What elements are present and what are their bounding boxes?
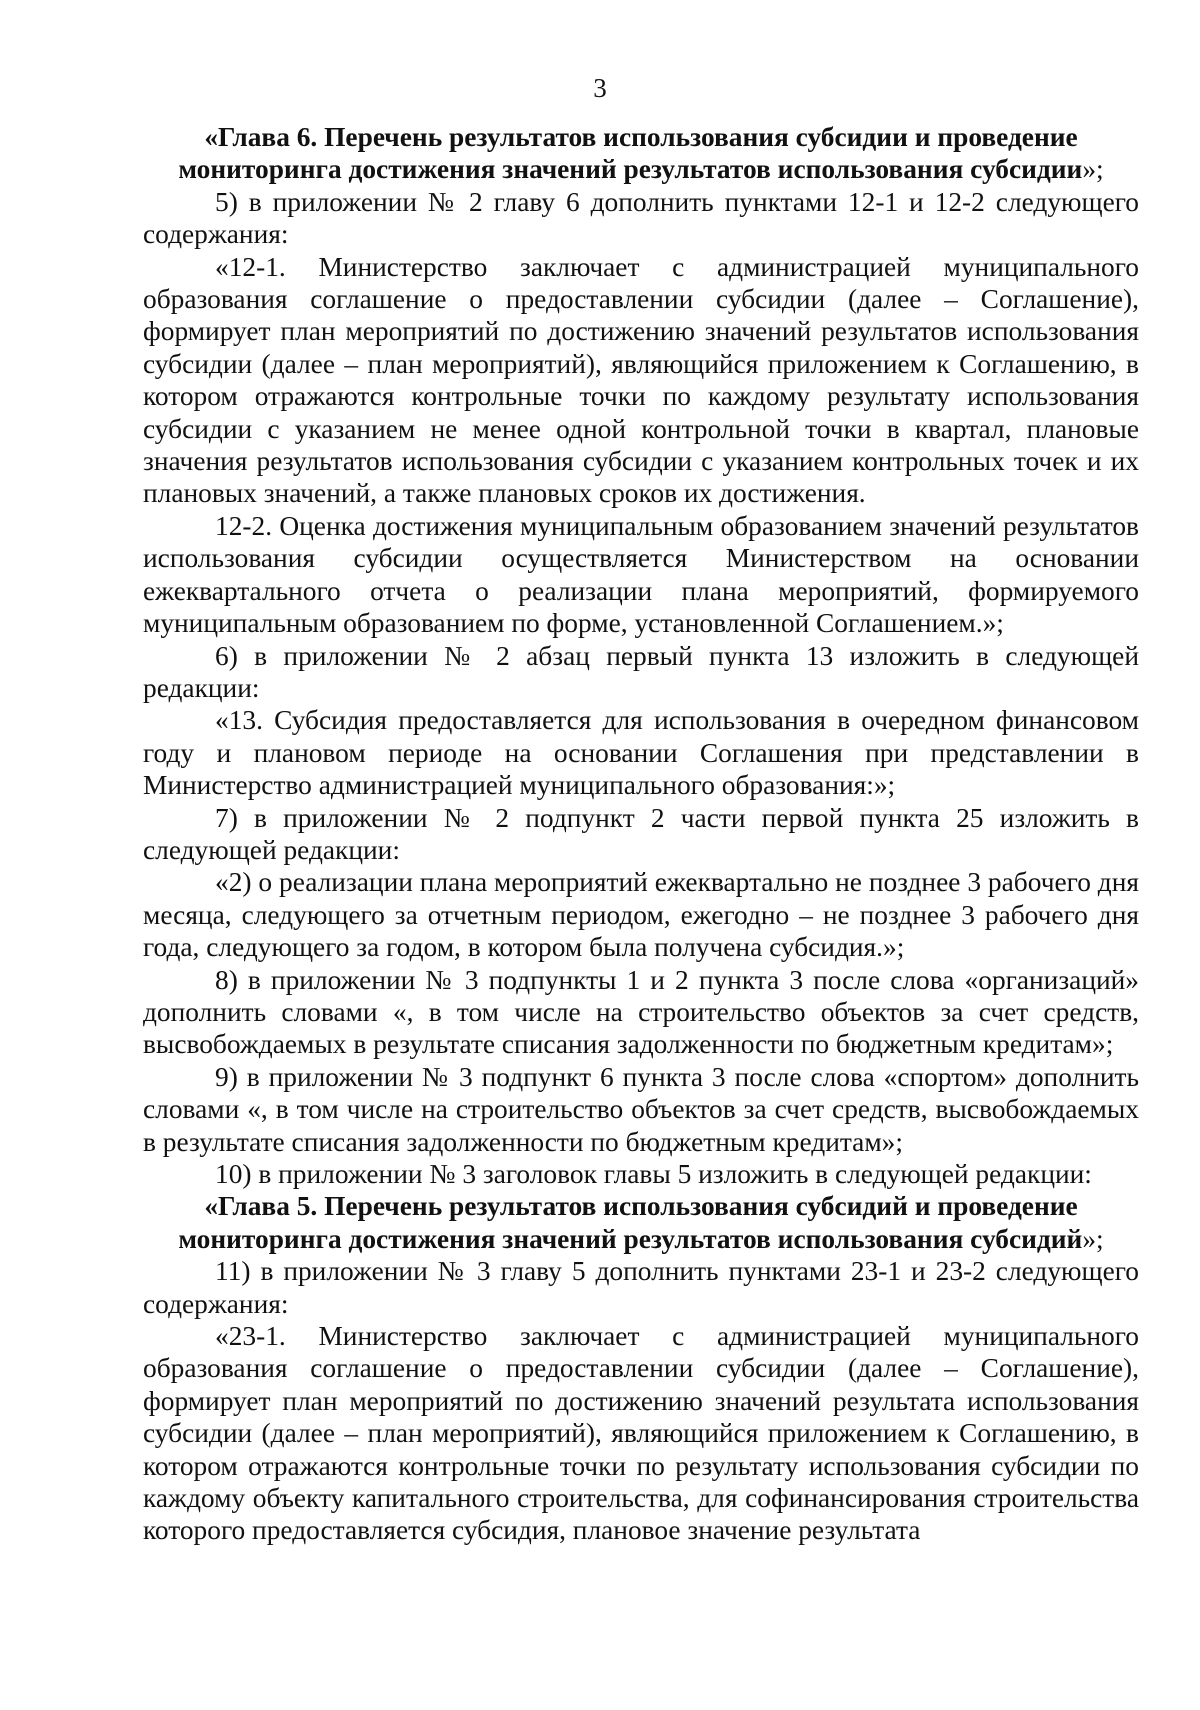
item-7-paragraph: 7) в приложении № 2 подпункт 2 части первой пункта 25 изложить в следующей редакции:	[143, 802, 1139, 865]
chapter-6-heading	[143, 121, 1139, 186]
item-8-paragraph: 8) в приложении № 3 подпункты 1 и 2 пункта 3 после слова «организаций» дополнить словами «, в том числе на строительство объектов за счет средств, высвобождаемых в результате списания задолженности по бюджетным кредитам»;	[143, 964, 1139, 1060]
chapter-6-heading-text: «Глава 6. Перечень результатов использования субсидии и проведение мониторинга достижения значений результатов использования субсидии	[178, 122, 1083, 185]
item-6-paragraph: 6) в приложении № 2 абзац первый пункта 13 изложить в следующей редакции:	[143, 640, 1139, 703]
chapter-5-heading-text: «Глава 5. Перечень результатов использования субсидий и проведение мониторинга достижения значений результатов использования субсидий	[178, 1191, 1083, 1254]
item-10-paragraph: 10) в приложении № 3 заголовок главы 5 изложить в следующей редакции:	[215, 1159, 1092, 1189]
document-body	[143, 121, 1139, 1547]
clause-12-2-paragraph: 12-2. Оценка достижения муниципальным образованием значений результатов использования субсидии осуществляется Министерством на основании ежеквартального отчета о реализации плана мероприятий, формируемого муниципальным образованием по форме, установленной Соглашением.»;	[143, 510, 1139, 639]
item-11-paragraph: 11) в приложении № 3 главу 5 дополнить пунктами 23-1 и 23-2 следующего содержания:	[143, 1256, 1139, 1319]
subclause-2-paragraph: «2) о реализации плана мероприятий ежеквартально не позднее 3 рабочего дня месяца, следующего за отчетным периодом, ежегодно – не позднее 3 рабочего дня года, следующего за годом, в котором была получена субсидия.»;	[143, 867, 1139, 963]
chapter-5-heading-tail: »;	[1082, 1223, 1104, 1254]
clause-23-1-paragraph: «23-1. Министерство заключает с администрацией муниципального образования соглашение о предоставлении субсидии (далее – Соглашение), формирует план мероприятий по достижению значений результата использования субсидии (далее – план мероприятий), являющийся приложением к Соглашению, в котором отражаются контрольные точки по результату использования субсидии по каждому объекту капитального строительства, для софинансирования строительства которого предоставляется субсидия, плановое значение результата	[143, 1321, 1139, 1546]
page-number: 3	[593, 73, 607, 103]
chapter-6-heading-tail: »;	[1082, 154, 1104, 185]
chapter-5-heading	[143, 1190, 1139, 1255]
item-5-paragraph: 5) в приложении № 2 главу 6 дополнить пунктами 12-1 и 12-2 следующего содержания:	[143, 186, 1139, 250]
clause-13-paragraph: «13. Субсидия предоставляется для использования в очередном финансовом году и плановом периоде на основании Соглашения при представлении в Министерство администрацией муниципального образования:»;	[143, 705, 1139, 801]
clause-12-1-paragraph: «12-1. Министерство заключает с администрацией муниципального образования соглашение о предоставлении субсидии (далее – Соглашение), формирует план мероприятий по достижению значений результатов использования субсидии (далее – план мероприятий), являющийся приложением к Соглашению, в котором отражаются контрольные точки по каждому результату использования субсидии с указанием не менее одной контрольной точки в квартал, плановые значения результатов использования субсидии с указанием контрольных точек и их плановых значений, а также плановых сроков их достижения.	[143, 251, 1139, 509]
item-9-paragraph: 9) в приложении № 3 подпункт 6 пункта 3 после слова «спортом» дополнить словами «, в том числе на строительство объектов за счет средств, высвобождаемых в результате списания задолженности по бюджетным кредитам»;	[143, 1061, 1139, 1157]
